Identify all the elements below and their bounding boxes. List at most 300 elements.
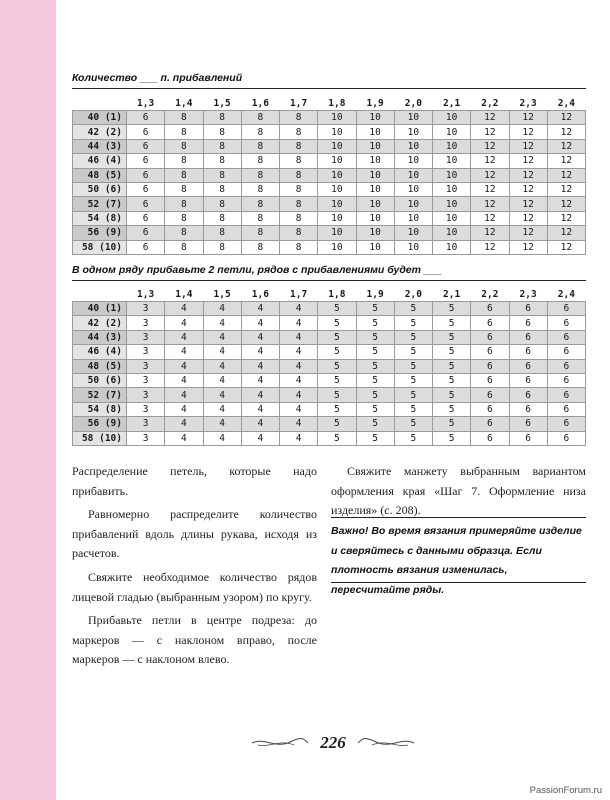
row-label: 56 (9) (73, 417, 127, 431)
table-cell: 12 (471, 111, 509, 125)
table-cell: 10 (318, 197, 356, 211)
table-cell: 10 (433, 197, 471, 211)
table-cell: 12 (547, 226, 585, 240)
table-cell: 10 (433, 154, 471, 168)
table-cell: 4 (241, 402, 279, 416)
table-cell: 6 (547, 302, 585, 316)
table-cell: 10 (394, 211, 432, 225)
table-cell: 8 (280, 240, 318, 254)
table-cell: 6 (509, 431, 547, 445)
table-cell: 4 (165, 330, 203, 344)
table-cell: 6 (547, 345, 585, 359)
row-label: 40 (1) (73, 302, 127, 316)
table-cell: 6 (127, 125, 165, 139)
table-cell: 6 (509, 359, 547, 373)
table-cell: 5 (318, 330, 356, 344)
table-cell: 12 (471, 168, 509, 182)
table1-rule (72, 88, 586, 89)
column-header: 1,5 (203, 287, 241, 302)
table-cell: 10 (318, 168, 356, 182)
table-cell: 4 (280, 431, 318, 445)
table-cell: 8 (280, 197, 318, 211)
table-cell: 5 (433, 402, 471, 416)
table-cell: 4 (165, 302, 203, 316)
watermark: PassionForum.ru (529, 785, 602, 796)
column-header: 2,1 (433, 96, 471, 111)
table-row (73, 431, 586, 445)
table-cell: 8 (280, 168, 318, 182)
table-cell: 12 (471, 226, 509, 240)
table-cell: 6 (547, 431, 585, 445)
table-cell: 8 (165, 211, 203, 225)
table-cell: 12 (471, 182, 509, 196)
table-cell: 8 (241, 182, 279, 196)
table-cell: 12 (471, 125, 509, 139)
table-cell: 8 (241, 226, 279, 240)
table-cell: 6 (547, 373, 585, 387)
column-header: 1,8 (318, 96, 356, 111)
table-cell: 5 (318, 388, 356, 402)
table-cell: 12 (509, 182, 547, 196)
row-label: 42 (2) (73, 316, 127, 330)
table-cell: 6 (127, 211, 165, 225)
table-cell: 4 (241, 373, 279, 387)
table-cell: 8 (165, 182, 203, 196)
table-cell: 5 (433, 431, 471, 445)
table-cell: 12 (509, 154, 547, 168)
column-header: 2,0 (394, 96, 432, 111)
table-row (73, 197, 586, 211)
table-cell: 4 (241, 359, 279, 373)
table-cell: 10 (433, 125, 471, 139)
table-cell: 5 (318, 359, 356, 373)
table-row (73, 240, 586, 254)
table-cell: 8 (203, 240, 241, 254)
table-cell: 5 (356, 373, 394, 387)
paragraph: Прибавьте петли в центре подреза: до маркеров — с наклоном вправо, после маркеров — с наклоном влево. (72, 613, 317, 667)
table-cell: 4 (165, 316, 203, 330)
table-cell: 6 (471, 330, 509, 344)
decorative-side-strip (0, 0, 56, 800)
column-header: 2,3 (509, 96, 547, 111)
table-cell: 6 (127, 226, 165, 240)
table-cell: 12 (471, 154, 509, 168)
table-cell: 6 (509, 417, 547, 431)
table-cell: 6 (547, 359, 585, 373)
table-row (73, 316, 586, 330)
row-label: 46 (4) (73, 154, 127, 168)
table-cell: 10 (318, 139, 356, 153)
table-cell: 3 (127, 417, 165, 431)
table-cell: 5 (356, 330, 394, 344)
table-cell: 10 (394, 240, 432, 254)
table-cell: 6 (471, 359, 509, 373)
table-cell: 10 (433, 111, 471, 125)
table-cell: 5 (433, 373, 471, 387)
table-cell: 8 (165, 154, 203, 168)
column-header: 2,0 (394, 287, 432, 302)
table-cell: 5 (318, 431, 356, 445)
table-cell: 8 (165, 139, 203, 153)
table-cell: 10 (394, 197, 432, 211)
table-cell: 3 (127, 316, 165, 330)
table-cell: 5 (394, 359, 432, 373)
table-cell: 5 (394, 330, 432, 344)
table-cell: 5 (394, 373, 432, 387)
table-cell: 4 (203, 388, 241, 402)
table-cell: 4 (165, 345, 203, 359)
table-cell: 8 (165, 226, 203, 240)
table-cell: 10 (433, 226, 471, 240)
table-cell: 8 (203, 211, 241, 225)
table-corner (73, 96, 127, 111)
table-cell: 10 (318, 211, 356, 225)
table-cell: 3 (127, 302, 165, 316)
table-cell: 10 (394, 226, 432, 240)
row-label: 52 (7) (73, 388, 127, 402)
table-cell: 8 (203, 226, 241, 240)
table-cell: 4 (280, 388, 318, 402)
table-row (73, 111, 586, 125)
row-label: 58 (10) (73, 431, 127, 445)
table-cell: 5 (318, 402, 356, 416)
table-row (73, 330, 586, 344)
column-header: 1,3 (127, 96, 165, 111)
table-cell: 6 (509, 402, 547, 416)
table-cell: 5 (356, 359, 394, 373)
column-header: 2,3 (509, 287, 547, 302)
table-cell: 6 (471, 431, 509, 445)
table-cell: 10 (356, 211, 394, 225)
table-cell: 5 (433, 316, 471, 330)
table-cell: 10 (356, 226, 394, 240)
table-cell: 4 (241, 345, 279, 359)
paragraph: Свяжите манжету выбранным вариантом оформления края «Шаг 7. Оформление низа изделия» (с. 208). (331, 464, 586, 518)
table-cell: 5 (394, 302, 432, 316)
table-cell: 8 (203, 182, 241, 196)
table-row (73, 388, 586, 402)
row-label: 44 (3) (73, 139, 127, 153)
table-cell: 10 (356, 197, 394, 211)
note-bottom-rule (331, 582, 586, 583)
table-cell: 10 (394, 154, 432, 168)
table-cell: 6 (471, 302, 509, 316)
table-cell: 8 (241, 197, 279, 211)
table-cell: 4 (165, 359, 203, 373)
note-top-rule (331, 517, 586, 518)
increase-count-table (72, 96, 586, 255)
table-cell: 12 (547, 139, 585, 153)
table-cell: 6 (127, 182, 165, 196)
table-row (73, 402, 586, 416)
table-cell: 4 (241, 316, 279, 330)
table-cell: 8 (241, 211, 279, 225)
table-cell: 5 (318, 345, 356, 359)
table-cell: 6 (509, 330, 547, 344)
table-cell: 8 (241, 111, 279, 125)
table-row (73, 182, 586, 196)
table-cell: 6 (509, 388, 547, 402)
table-cell: 3 (127, 330, 165, 344)
table-cell: 4 (203, 359, 241, 373)
table-cell: 8 (165, 125, 203, 139)
left-flourish-icon (250, 736, 310, 750)
table-row (73, 417, 586, 431)
table-cell: 6 (547, 402, 585, 416)
row-label: 54 (8) (73, 211, 127, 225)
column-header: 2,2 (471, 287, 509, 302)
column-header: 1,4 (165, 287, 203, 302)
table-cell: 3 (127, 345, 165, 359)
table-cell: 4 (203, 345, 241, 359)
table-cell: 6 (471, 388, 509, 402)
table-cell: 6 (547, 417, 585, 431)
table-cell: 6 (547, 316, 585, 330)
table-cell: 8 (280, 226, 318, 240)
table-cell: 12 (471, 211, 509, 225)
table-row (73, 125, 586, 139)
paragraph: Равномерно распределите количество прибавлений вдоль длины рукава, исходя из расчетов. (72, 507, 317, 561)
table-cell: 8 (165, 240, 203, 254)
table-cell: 4 (203, 330, 241, 344)
table-cell: 8 (280, 139, 318, 153)
table-cell: 5 (433, 345, 471, 359)
table-row (73, 373, 586, 387)
table-cell: 12 (547, 197, 585, 211)
table-cell: 4 (280, 316, 318, 330)
table-cell: 4 (165, 388, 203, 402)
table-cell: 3 (127, 359, 165, 373)
table-cell: 4 (280, 302, 318, 316)
table-cell: 5 (433, 388, 471, 402)
table-cell: 12 (509, 226, 547, 240)
table-cell: 5 (433, 417, 471, 431)
table-cell: 8 (280, 182, 318, 196)
table-cell: 8 (241, 125, 279, 139)
table2-rule (72, 280, 586, 281)
table-cell: 10 (394, 182, 432, 196)
table-cell: 4 (241, 417, 279, 431)
table-cell: 8 (165, 197, 203, 211)
table-cell: 10 (433, 240, 471, 254)
table-cell: 5 (394, 316, 432, 330)
table-cell: 4 (280, 359, 318, 373)
table-cell: 5 (394, 345, 432, 359)
table-cell: 4 (203, 417, 241, 431)
table-cell: 4 (203, 316, 241, 330)
table-cell: 5 (394, 388, 432, 402)
table-cell: 12 (509, 125, 547, 139)
table-cell: 8 (165, 168, 203, 182)
table-cell: 5 (356, 402, 394, 416)
left-text-column (72, 462, 317, 674)
table-row (73, 345, 586, 359)
table-cell: 6 (127, 168, 165, 182)
table-cell: 5 (356, 417, 394, 431)
table-cell: 3 (127, 373, 165, 387)
table-cell: 12 (547, 182, 585, 196)
row-label: 40 (1) (73, 111, 127, 125)
table1-caption: Количество ___ п. прибавлений (72, 72, 243, 84)
table2-caption: В одном ряду прибавьте 2 петли, рядов с прибавлениями будет ___ (72, 264, 442, 276)
table-cell: 5 (318, 316, 356, 330)
increase-rows-table (72, 287, 586, 446)
table-cell: 5 (356, 302, 394, 316)
table-cell: 8 (280, 125, 318, 139)
table-cell: 12 (547, 111, 585, 125)
table-cell: 6 (509, 373, 547, 387)
table-cell: 8 (241, 139, 279, 153)
right-text-column (331, 462, 586, 525)
table-row (73, 226, 586, 240)
column-header: 1,4 (165, 96, 203, 111)
table-cell: 4 (241, 431, 279, 445)
table-cell: 12 (471, 197, 509, 211)
table-cell: 8 (241, 168, 279, 182)
row-label: 56 (9) (73, 226, 127, 240)
table-cell: 12 (547, 125, 585, 139)
table-cell: 4 (280, 402, 318, 416)
row-label: 58 (10) (73, 240, 127, 254)
table-row (73, 302, 586, 316)
page-number: 226 (320, 733, 346, 752)
table-cell: 12 (509, 211, 547, 225)
table-cell: 3 (127, 402, 165, 416)
table-cell: 10 (356, 111, 394, 125)
table-cell: 5 (433, 330, 471, 344)
table-cell: 4 (165, 373, 203, 387)
row-label: 50 (6) (73, 373, 127, 387)
table-cell: 5 (394, 417, 432, 431)
paragraph: Свяжите необходимое количество рядов лицевой гладью (выбранным узором) по кругу. (72, 569, 317, 604)
table-cell: 4 (203, 302, 241, 316)
table-cell: 6 (127, 111, 165, 125)
column-header: 1,8 (318, 287, 356, 302)
column-header: 1,9 (356, 96, 394, 111)
table-cell: 12 (547, 211, 585, 225)
table-cell: 5 (318, 373, 356, 387)
table-cell: 8 (203, 125, 241, 139)
table-row (73, 168, 586, 182)
table-cell: 6 (127, 154, 165, 168)
paragraph: Распределение петель, которые надо прибавить. (72, 464, 317, 498)
table-cell: 4 (241, 388, 279, 402)
table-cell: 5 (433, 302, 471, 316)
table-cell: 6 (547, 388, 585, 402)
table-cell: 6 (471, 316, 509, 330)
table-cell: 8 (203, 139, 241, 153)
table-cell: 8 (280, 211, 318, 225)
table-cell: 12 (471, 139, 509, 153)
table-cell: 4 (241, 302, 279, 316)
table-cell: 10 (356, 182, 394, 196)
table-cell: 5 (394, 402, 432, 416)
column-header: 1,7 (280, 287, 318, 302)
table-cell: 10 (318, 226, 356, 240)
table-cell: 12 (509, 168, 547, 182)
table-cell: 3 (127, 388, 165, 402)
table-cell: 12 (547, 154, 585, 168)
column-header: 1,7 (280, 96, 318, 111)
row-label: 48 (5) (73, 168, 127, 182)
table-cell: 4 (241, 330, 279, 344)
table-cell: 8 (280, 111, 318, 125)
table-cell: 10 (356, 139, 394, 153)
table-cell: 8 (203, 111, 241, 125)
table-cell: 6 (471, 402, 509, 416)
table-cell: 10 (433, 168, 471, 182)
table-cell: 12 (509, 111, 547, 125)
table-cell: 6 (471, 373, 509, 387)
table-cell: 3 (127, 431, 165, 445)
table-cell: 5 (356, 388, 394, 402)
table-cell: 10 (394, 168, 432, 182)
table-cell: 4 (203, 373, 241, 387)
table-cell: 5 (356, 345, 394, 359)
table-cell: 4 (280, 417, 318, 431)
column-header: 1,9 (356, 287, 394, 302)
column-header: 1,6 (241, 287, 279, 302)
table-cell: 6 (509, 316, 547, 330)
table-cell: 10 (318, 182, 356, 196)
table-row (73, 211, 586, 225)
table-cell: 10 (356, 125, 394, 139)
table-cell: 6 (509, 345, 547, 359)
table-cell: 8 (241, 240, 279, 254)
table-cell: 10 (318, 111, 356, 125)
table-cell: 6 (547, 330, 585, 344)
row-label: 52 (7) (73, 197, 127, 211)
table-cell: 6 (471, 345, 509, 359)
table-row (73, 154, 586, 168)
table-cell: 10 (433, 211, 471, 225)
table-cell: 10 (394, 111, 432, 125)
table-cell: 12 (547, 240, 585, 254)
row-label: 50 (6) (73, 182, 127, 196)
table-cell: 8 (241, 154, 279, 168)
right-flourish-icon (356, 736, 416, 750)
table-cell: 4 (280, 373, 318, 387)
table-cell: 8 (165, 111, 203, 125)
table-cell: 4 (280, 345, 318, 359)
table-cell: 8 (203, 154, 241, 168)
table-cell: 8 (203, 168, 241, 182)
table-cell: 4 (165, 402, 203, 416)
column-header: 1,5 (203, 96, 241, 111)
table-cell: 10 (318, 125, 356, 139)
table-cell: 6 (127, 139, 165, 153)
row-label: 54 (8) (73, 402, 127, 416)
book-page (56, 0, 610, 800)
table-cell: 5 (318, 302, 356, 316)
column-header: 2,4 (547, 96, 585, 111)
row-label: 42 (2) (73, 125, 127, 139)
column-header: 2,1 (433, 287, 471, 302)
table-cell: 12 (509, 139, 547, 153)
column-header: 1,3 (127, 287, 165, 302)
table-cell: 6 (471, 417, 509, 431)
table-cell: 12 (509, 197, 547, 211)
table-cell: 5 (356, 431, 394, 445)
table-cell: 4 (203, 431, 241, 445)
important-note: Важно! Во время вязания примеряйте изделие и сверяйтесь с данными образца. Если плотность вязания изменилась, пересчитайте ряды. (331, 525, 582, 596)
row-label: 44 (3) (73, 330, 127, 344)
table-cell: 5 (318, 417, 356, 431)
table-cell: 6 (127, 197, 165, 211)
row-label: 48 (5) (73, 359, 127, 373)
column-header: 1,6 (241, 96, 279, 111)
table-cell: 5 (433, 359, 471, 373)
